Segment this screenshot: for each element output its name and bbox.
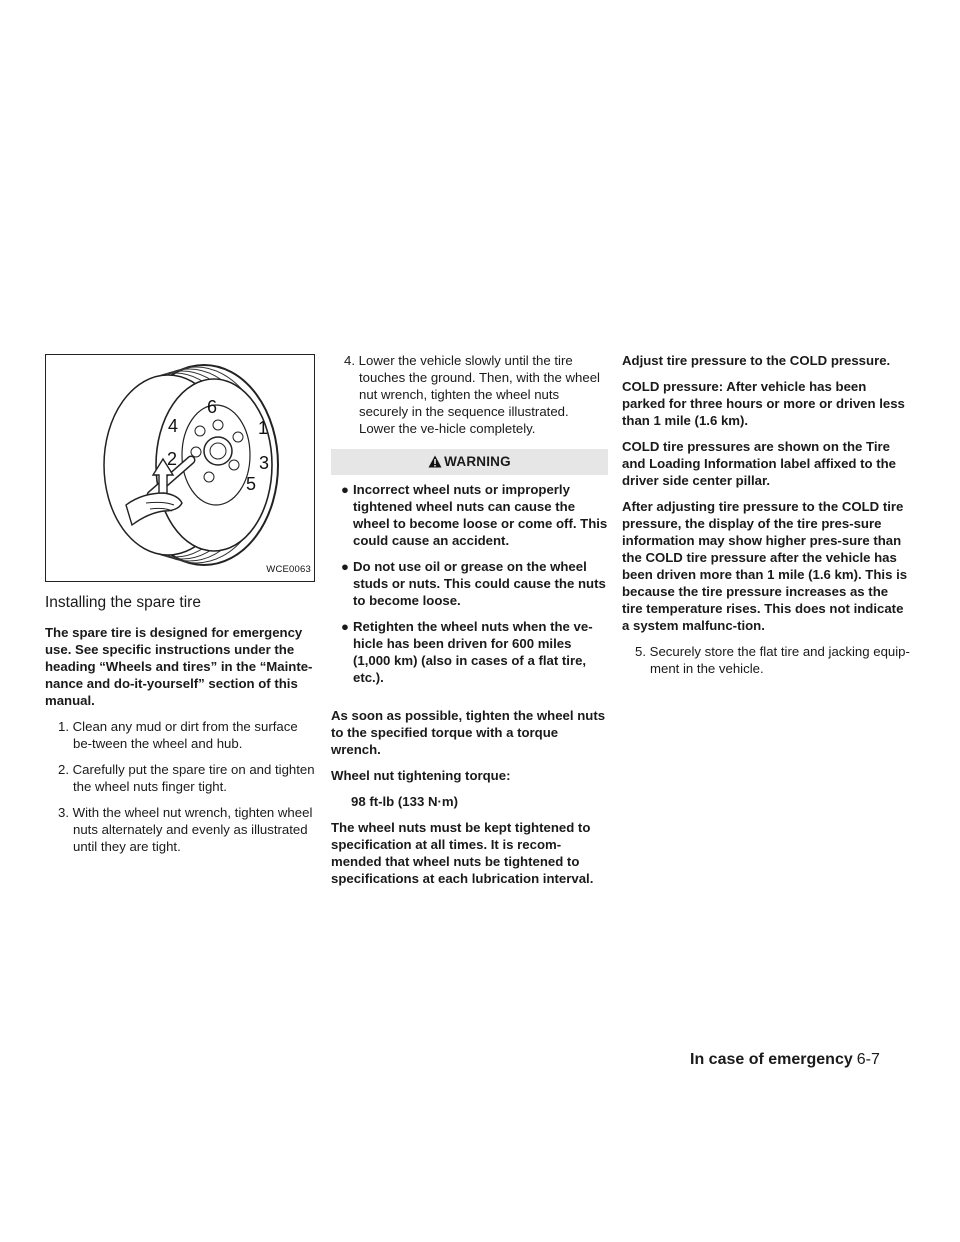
bullet-icon: ●	[341, 482, 349, 497]
warning-box	[331, 449, 608, 697]
torque-note: The wheel nuts must be kept tightened to specification at all times. It is recom-mended that wheel nuts be tightened to specifications at each lubrication interval.	[331, 820, 594, 886]
warning-item: ● Do not use oil or grease on the wheel studs or nuts. This could cause the nuts to become loose.	[341, 559, 606, 608]
bullet-icon: ●	[341, 619, 349, 634]
page-footer	[690, 1051, 920, 1069]
bullet-icon: ●	[341, 559, 349, 574]
section-title: Installing the spare tire	[45, 594, 201, 611]
warning-triangle-icon	[428, 455, 442, 472]
nut-label-3: 3	[259, 453, 270, 473]
wheel-nut-sequence-diagram	[46, 355, 314, 581]
nut-label-1: 1	[258, 418, 269, 438]
warning-item: ● Retighten the wheel nuts when the ve-hicle has been driven for 600 miles (1,000 km) (also in cases of a flat tire, etc.).	[341, 619, 593, 685]
step-4: 4. Lower the vehicle slowly until the tire touches the ground. Then, with the wheel nut wrench, tighten the wheel nuts securely in the sequence illustrated. Lower the ve-hicle completely.	[344, 353, 600, 436]
cold-pressure-label-location: COLD tire pressures are shown on the Tire and Loading Information label affixed to the driver side center pillar.	[622, 439, 897, 488]
step-3: 3. With the wheel nut wrench, tighten wheel nuts alternately and evenly as illustrated until they are tight.	[58, 805, 313, 854]
step-2: 2. Carefully put the spare tire on and tighten the wheel nuts finger tight.	[58, 762, 315, 794]
figure-code: WCE0063	[266, 564, 311, 575]
warning-header	[331, 449, 608, 475]
torque-intro: As soon as possible, tighten the wheel nuts to the specified torque with a torque wrench.	[331, 708, 606, 757]
pressure-heading: Adjust tire pressure to the COLD pressure.	[622, 353, 891, 368]
tire-illustration	[45, 354, 315, 582]
pressure-display-note: After adjusting tire pressure to the COLD tire pressure, the display of the tire pres-sure information may show higher pres-sure than the COLD tire pressure after the vehicle has been driven more than 1 mile (1.6 km). This is because the tire pressure increases as the tire temperature rises. This does not indicate a system malfunc-tion.	[622, 499, 908, 633]
warning-body	[331, 475, 608, 697]
cold-pressure-definition: COLD pressure: After vehicle has been parked for three hours or more or driven less than 1 mile (1.6 km).	[622, 379, 905, 428]
nut-label-6: 6	[207, 397, 218, 417]
column-left	[45, 354, 315, 864]
torque-label: Wheel nut tightening torque:	[331, 768, 511, 783]
step-5: 5. Securely store the flat tire and jacking equip-ment in the vehicle.	[635, 644, 910, 676]
warning-title: WARNING	[444, 454, 511, 469]
column-right	[622, 352, 912, 686]
torque-value: 98 ft-lb (133 N·m)	[351, 794, 458, 809]
page-number: 6-7	[856, 1051, 880, 1068]
intro-paragraph: The spare tire is designed for emergency use. See specific instructions under the heading “Wheels and tires” in the “Mainte-nance and do-it-yourself” section of this manual.	[45, 625, 313, 708]
nut-label-2: 2	[167, 449, 178, 469]
warning-item: ● Incorrect wheel nuts or improperly tightened wheel nuts can cause the wheel to become loose or come off. This could cause an accident.	[341, 482, 608, 548]
chapter-title: In case of emergency	[690, 1051, 853, 1068]
nut-label-4: 4	[168, 416, 179, 436]
step-1: 1. Clean any mud or dirt from the surface be-tween the wheel and hub.	[58, 719, 298, 751]
column-middle	[331, 352, 608, 896]
nut-label-5: 5	[246, 474, 257, 494]
